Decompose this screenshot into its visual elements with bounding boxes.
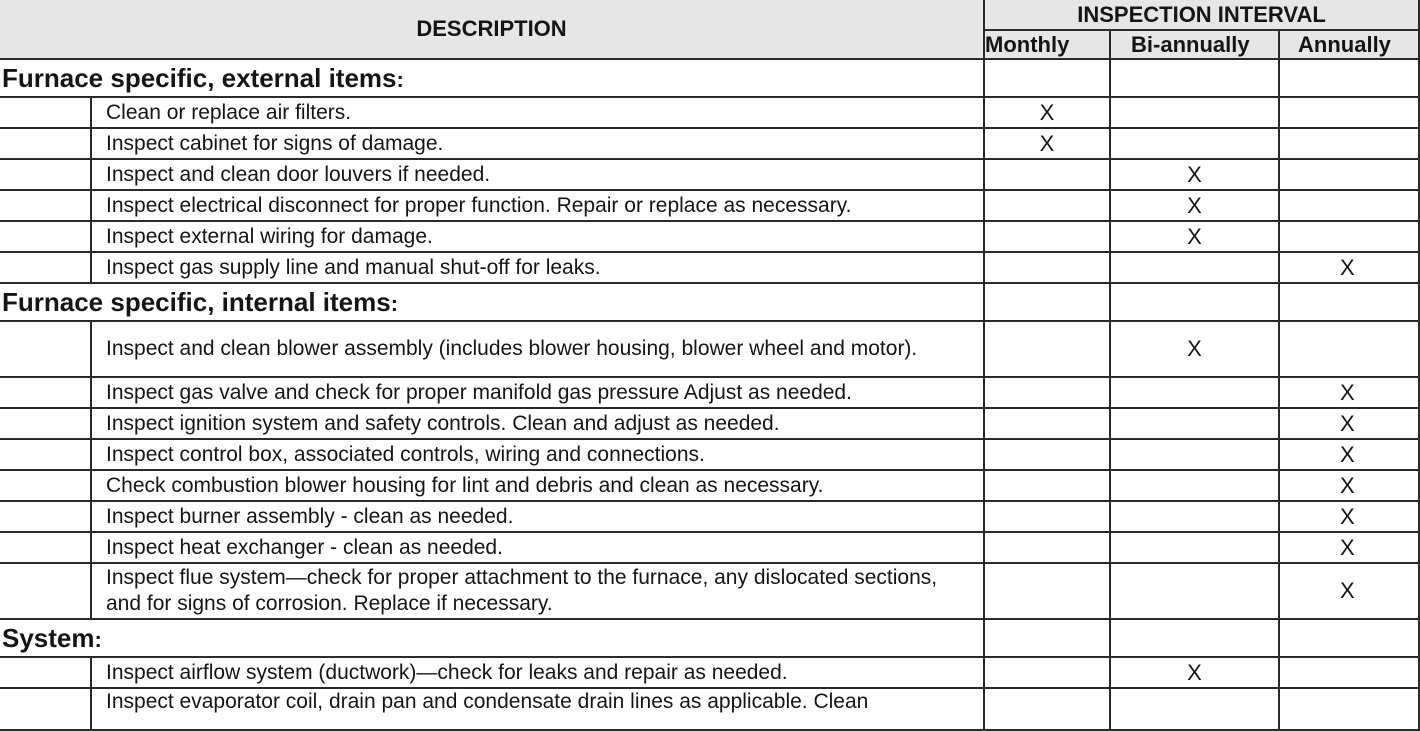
indent-cell — [0, 688, 91, 730]
monthly-cell — [984, 252, 1110, 283]
annually-column-header: Annually — [1279, 30, 1419, 59]
interval-mark: X — [1187, 161, 1202, 187]
indent-cell — [0, 501, 91, 532]
table-row — [0, 97, 1419, 128]
annually-cell — [1279, 190, 1419, 221]
annually-cell — [1279, 128, 1419, 159]
item-description: Inspect ignition system and safety controls. Clean and adjust as needed. — [91, 408, 984, 439]
table-row — [0, 252, 1419, 283]
indent-cell — [0, 563, 91, 619]
section-title — [0, 59, 984, 97]
monthly-cell — [984, 408, 1110, 439]
section-header-row — [0, 59, 1419, 97]
interval-mark: X — [1340, 534, 1355, 560]
description-header: DESCRIPTION — [0, 0, 984, 59]
bi-annually-cell — [1110, 501, 1279, 532]
item-description: Inspect airflow system (ductwork)—check for leaks and repair as needed. — [91, 657, 984, 688]
monthly-cell — [984, 97, 1110, 128]
section-title — [0, 619, 984, 657]
item-description: Inspect evaporator coil, drain pan and condensate drain lines as applicable. Clean — [91, 688, 984, 730]
indent-cell — [0, 377, 91, 408]
item-description: Inspect gas supply line and manual shut-off for leaks. — [91, 252, 984, 283]
annually-cell — [1279, 377, 1419, 408]
bi-annually-column-header: Bi-annually — [1110, 30, 1279, 59]
annually-cell — [1279, 439, 1419, 470]
monthly-cell — [984, 470, 1110, 501]
table-row — [0, 563, 1419, 619]
monthly-cell — [984, 128, 1110, 159]
annually-cell — [1279, 657, 1419, 688]
empty-cell — [984, 59, 1110, 97]
annually-cell — [1279, 470, 1419, 501]
item-description: Inspect and clean blower assembly (includes blower housing, blower wheel and motor). — [91, 321, 984, 377]
monthly-cell — [984, 377, 1110, 408]
indent-cell — [0, 470, 91, 501]
bi-annually-cell — [1110, 97, 1279, 128]
indent-cell — [0, 532, 91, 563]
bi-annually-cell — [1110, 128, 1279, 159]
bi-annually-cell — [1110, 470, 1279, 501]
bi-annually-cell — [1110, 563, 1279, 619]
interval-mark: X — [1187, 659, 1202, 685]
interval-mark: X — [1340, 441, 1355, 467]
section-title-colon: : — [94, 626, 102, 652]
annually-cell — [1279, 97, 1419, 128]
table-row — [0, 439, 1419, 470]
indent-cell — [0, 321, 91, 377]
bi-annually-cell — [1110, 159, 1279, 190]
interval-mark: X — [1187, 223, 1202, 249]
annually-cell — [1279, 688, 1419, 730]
interval-mark: X — [1340, 410, 1355, 436]
interval-mark: X — [1187, 192, 1202, 218]
table-row — [0, 190, 1419, 221]
interval-mark: X — [1039, 130, 1055, 156]
empty-cell — [1279, 619, 1419, 657]
item-description: Inspect heat exchanger - clean as needed. — [91, 532, 984, 563]
section-title-text: Furnace specific, internal items — [2, 286, 391, 317]
item-description: Inspect burner assembly - clean as needed. — [91, 501, 984, 532]
section-header-row — [0, 619, 1419, 657]
empty-cell — [1279, 283, 1419, 321]
table-row — [0, 321, 1419, 377]
table-row — [0, 501, 1419, 532]
indent-cell — [0, 657, 91, 688]
annually-cell — [1279, 159, 1419, 190]
monthly-cell — [984, 321, 1110, 377]
bi-annually-cell — [1110, 321, 1279, 377]
item-description: Inspect gas valve and check for proper manifold gas pressure Adjust as needed. — [91, 377, 984, 408]
inspection-interval-header: INSPECTION INTERVAL — [984, 0, 1419, 30]
empty-cell — [1110, 59, 1279, 97]
monthly-cell — [984, 657, 1110, 688]
indent-cell — [0, 128, 91, 159]
monthly-column-header: Monthly — [984, 30, 1110, 59]
section-title-colon: : — [390, 290, 399, 316]
interval-mark: X — [1187, 336, 1202, 361]
bi-annually-cell — [1110, 532, 1279, 563]
indent-cell — [0, 408, 91, 439]
bi-annually-cell — [1110, 408, 1279, 439]
interval-mark: X — [1340, 503, 1355, 529]
annually-cell — [1279, 221, 1419, 252]
monthly-cell — [984, 563, 1110, 619]
section-title-colon: : — [396, 66, 404, 92]
table-header — [0, 0, 1419, 59]
monthly-cell — [984, 501, 1110, 532]
indent-cell — [0, 252, 91, 283]
monthly-cell — [984, 221, 1110, 252]
empty-cell — [984, 283, 1110, 321]
bi-annually-cell — [1110, 190, 1279, 221]
table-row — [0, 377, 1419, 408]
bi-annually-cell — [1110, 377, 1279, 408]
item-description: Inspect flue system—check for proper attachment to the furnace, any dislocated sections, and for signs of corrosion. Replace if necessary. — [91, 563, 984, 619]
item-description: Inspect cabinet for signs of damage. — [91, 128, 984, 159]
section-title-text: System — [2, 622, 95, 653]
table-row — [0, 688, 1419, 730]
interval-mark: X — [1039, 99, 1055, 125]
interval-mark: X — [1340, 578, 1355, 603]
annually-cell — [1279, 408, 1419, 439]
table-row — [0, 532, 1419, 563]
indent-cell — [0, 439, 91, 470]
annually-cell — [1279, 252, 1419, 283]
monthly-cell — [984, 190, 1110, 221]
annually-cell — [1279, 501, 1419, 532]
bi-annually-cell — [1110, 688, 1279, 730]
monthly-cell — [984, 439, 1110, 470]
indent-cell — [0, 97, 91, 128]
item-description: Inspect external wiring for damage. — [91, 221, 984, 252]
section-title — [0, 283, 984, 321]
bi-annually-cell — [1110, 221, 1279, 252]
item-description: Inspect and clean door louvers if needed. — [91, 159, 984, 190]
annually-cell — [1279, 532, 1419, 563]
empty-cell — [1110, 619, 1279, 657]
interval-mark: X — [1340, 472, 1355, 498]
item-description: Inspect control box, associated controls, wiring and connections. — [91, 439, 984, 470]
table-row — [0, 657, 1419, 688]
table-row — [0, 159, 1419, 190]
section-title-text: Furnace specific, external items — [2, 62, 397, 93]
table-row — [0, 408, 1419, 439]
indent-cell — [0, 159, 91, 190]
item-description: Clean or replace air filters. — [91, 97, 984, 128]
empty-cell — [1279, 59, 1419, 97]
bi-annually-cell — [1110, 439, 1279, 470]
monthly-cell — [984, 532, 1110, 563]
empty-cell — [1110, 283, 1279, 321]
annually-cell — [1279, 563, 1419, 619]
annually-cell — [1279, 321, 1419, 377]
empty-cell — [984, 619, 1110, 657]
table-row — [0, 470, 1419, 501]
item-description: Inspect electrical disconnect for proper function. Repair or replace as necessary. — [91, 190, 984, 221]
table-body — [0, 59, 1419, 730]
table-row — [0, 221, 1419, 252]
interval-mark: X — [1340, 379, 1355, 405]
interval-mark: X — [1340, 254, 1355, 280]
monthly-cell — [984, 688, 1110, 730]
table-row — [0, 128, 1419, 159]
bi-annually-cell — [1110, 252, 1279, 283]
indent-cell — [0, 190, 91, 221]
indent-cell — [0, 221, 91, 252]
item-description: Check combustion blower housing for lint and debris and clean as necessary. — [91, 470, 984, 501]
section-header-row — [0, 283, 1419, 321]
monthly-cell — [984, 159, 1110, 190]
bi-annually-cell — [1110, 657, 1279, 688]
